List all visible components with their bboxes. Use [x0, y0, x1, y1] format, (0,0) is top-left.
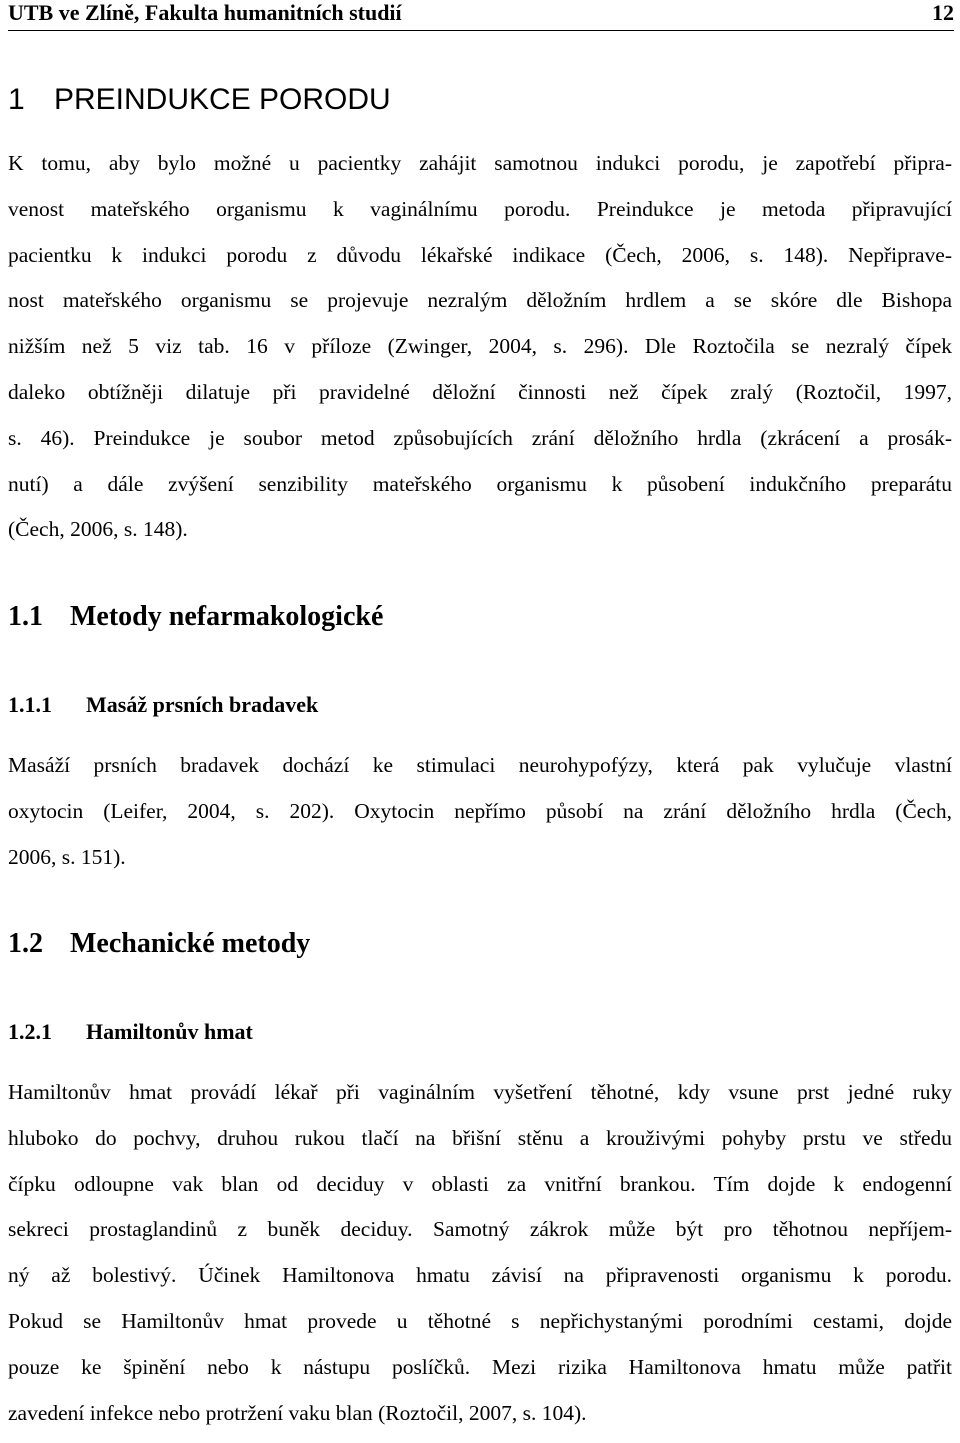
subsection-number: 1.2.1 — [8, 1019, 52, 1044]
paragraph-line: nutí) a dále zvýšení senzibility mateřského organismu k působení indukčního preparátu — [8, 471, 952, 496]
paragraph-line: daleko obtížněji dilatuje při pravidelné děložní činnosti než čípek zralý (Roztočil, 1997, — [8, 379, 952, 404]
chapter-number: 1 — [8, 83, 25, 116]
paragraph-line: hluboko do pochvy, druhou rukou tlačí na břišní stěnu a krouživými pohyby prstu ve středu — [8, 1125, 952, 1150]
paragraph-line: s. 46). Preindukce je soubor metod způsobujících zrání děložního hrdla (zkrácení a prosák- — [8, 425, 952, 450]
paragraph-line: ný až bolestivý. Účinek Hamiltonova hmatu závisí na připravenosti organismu k porodu. — [8, 1263, 952, 1288]
paragraph-line: sekreci prostaglandinů z buněk deciduy. Samotný zákrok může být pro těhotnou nepříjem- — [8, 1217, 952, 1242]
section-heading-1-1 — [8, 599, 383, 635]
chapter-title: PREINDUKCE PORODU — [54, 83, 391, 116]
paragraph-line: Hamiltonův hmat provádí lékař při vaginálním vyšetření těhotné, kdy vsune prst jedné ruky — [8, 1080, 952, 1104]
subsection-title: Hamiltonův hmat — [86, 1019, 253, 1044]
paragraph-line: Pokud se Hamiltonův hmat provede u těhotné s nepřichystanými porodními cestami, dojde — [8, 1308, 952, 1333]
paragraph-line: Masáží prsních bradavek dochází ke stimulaci neurohypofýzy, která pak vylučuje vlastní — [8, 753, 952, 777]
paragraph-line: (Čech, 2006, s. 148). — [8, 517, 188, 542]
paragraph-line: zavedení infekce nebo protržení vaku blan (Roztočil, 2007, s. 104). — [8, 1400, 587, 1425]
subsection-number: 1.1.1 — [8, 692, 52, 717]
section-title: Mechanické metody — [70, 928, 311, 959]
hamilton-paragraph — [8, 1077, 952, 1443]
section-title: Metody nefarmakologické — [70, 601, 384, 632]
paragraph-line: venost mateřského organismu k vaginálnímu porodu. Preindukce je metoda připravující — [8, 196, 952, 221]
paragraph-line: oxytocin (Leifer, 2004, s. 202). Oxytocin nepřímo působí na zrání děložního hrdla (Čech, — [8, 798, 952, 823]
section-number: 1.1 — [8, 601, 43, 632]
section-number: 1.2 — [8, 928, 43, 959]
header-title: UTB ve Zlíně, Fakulta humanitních studií — [8, 0, 402, 25]
section-heading-1-2 — [8, 926, 310, 962]
subsection-heading-1-1-1 — [8, 690, 318, 720]
paragraph-line: nižším než 5 viz tab. 16 v příloze (Zwinger, 2004, s. 296). Dle Roztočila se nezralý čípek — [8, 334, 952, 359]
paragraph-line: pouze ke špinění nebo k nástupu poslíčků. Mezi rizika Hamiltonova hmatu může patřit — [8, 1354, 952, 1379]
paragraph-line: čípku odloupne vak blan od deciduy v oblasti za vnitřní brankou. Tím dojde k endogenní — [8, 1171, 952, 1196]
subsection-title: Masáž prsních bradavek — [86, 692, 319, 717]
paragraph-line: nost mateřského organismu se projevuje nezralým děložním hrdlem a se skóre dle Bishopa — [8, 288, 952, 313]
chapter-heading — [8, 80, 391, 120]
running-header — [8, 0, 954, 31]
intro-paragraph — [8, 148, 952, 560]
paragraph-line: pacientku k indukci porodu z důvodu lékařské indikace (Čech, 2006, s. 148). Nepřiprave- — [8, 242, 952, 267]
paragraph-line: 2006, s. 151). — [8, 844, 126, 869]
nipple-massage-paragraph — [8, 750, 952, 887]
paragraph-line: K tomu, aby bylo možné u pacientky zahájit samotnou indukci porodu, je zapotřebí připra- — [8, 151, 952, 175]
page-number: 12 — [932, 0, 954, 25]
subsection-heading-1-2-1 — [8, 1017, 253, 1047]
